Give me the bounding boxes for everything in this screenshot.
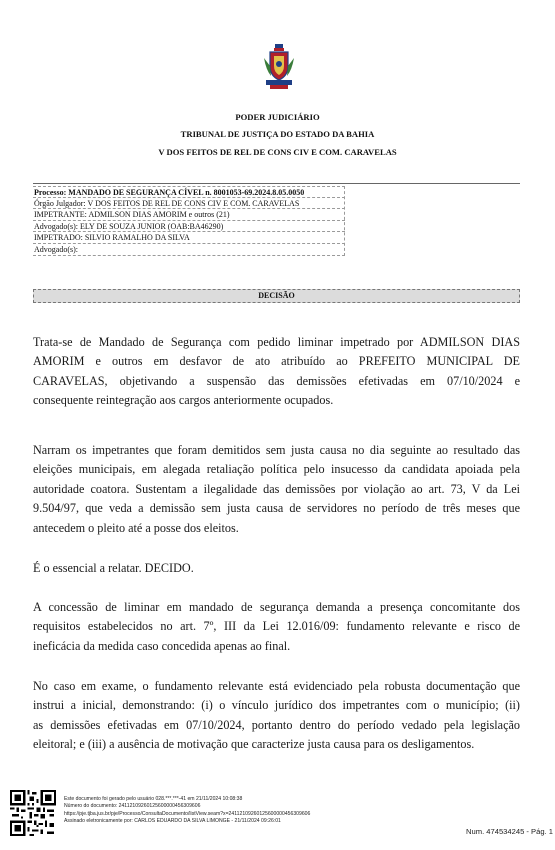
qr-code-icon	[10, 790, 56, 836]
footer-signature-block	[64, 796, 310, 826]
text-line: eleitoral; e (iii) a ausência de motivação que caracterize justa causa para os desligamentos.	[33, 737, 475, 752]
text-line: Trata-se de Mandado de Segurança com pedido liminar impetrado por ADMILSON DIAS	[33, 335, 520, 349]
respondent: IMPETRADO: SILVIO RAMALHO DA SILVA	[33, 232, 345, 244]
text-line: AMORIM e outros em desfavor de ato atribuído ao PREFEITO MUNICIPAL DE	[33, 354, 520, 369]
process-info-table	[33, 186, 345, 256]
section-title: DECISÃO	[33, 289, 520, 303]
header-vara: V DOS FEITOS DE REL DE CONS CIV E COM. CARAVELAS	[158, 147, 397, 157]
text-line: consequente reintegração aos cargos anteriormente ocupados.	[33, 393, 334, 408]
paragraph-3	[33, 559, 520, 578]
text-line: autoridade coatora. Sustentam a ilegalidade das demissões por violação ao art. 73, V da Lei	[33, 481, 520, 496]
coat-of-arms-icon	[262, 44, 296, 90]
header-tribunal: TRIBUNAL DE JUSTIÇA DO ESTADO DA BAHIA	[180, 129, 375, 139]
process-number: Processo: MANDADO DE SEGURANÇA CÍVEL n. 8001053-69.2024.8.05.0050	[33, 186, 345, 198]
judging-body: Órgão Julgador: V DOS FEITOS DE REL DE CONS CIV E COM. CARAVELAS	[33, 198, 345, 210]
text-line: antecedem o pleito até a posse dos eleitos.	[33, 520, 239, 535]
text-line: Narram os impetrantes que foram demitidos sem justa causa no dia seguinte ao resultado das	[33, 443, 520, 457]
text-line: requisitos estabelecidos no art. 7º, III da Lei 12.016/09: fundamento relevante e risco de	[33, 619, 520, 634]
paragraph-1	[33, 333, 520, 411]
paragraph-4	[33, 598, 520, 656]
petitioner: IMPETRANTE: ADMILSON DIAS AMORIM e outros (21)	[33, 209, 345, 221]
header-divider	[33, 183, 520, 184]
text-line: É o essencial a relatar. DECIDO.	[33, 561, 194, 575]
footer-signed-by: Assinado eletronicamente por: CARLOS EDUARDO DA SILVA LIMONGE - 21/11/2024 09:26:01	[64, 818, 281, 825]
petitioner-lawyer: Advogado(s): ELY DE SOUZA JUNIOR (OAB:BA46290)	[33, 221, 345, 233]
footer-generated-line: Este documento foi gerado pelo usuário 028.***.***-41 em 21/11/2024 10:08:38	[64, 796, 243, 802]
page-number: Num. 474534245 - Pág. 1	[466, 827, 553, 836]
text-line: eleições municipais, em alegada retaliação política pelo insucesso da candidata apoiada pela	[33, 462, 520, 477]
header-poder-judiciario: PODER JUDICIÁRIO	[235, 112, 320, 122]
text-line: ineficácia da medida caso concedida apenas ao final.	[33, 638, 291, 653]
footer-document-number: Número do documento: 24112109260125600000456309606	[64, 803, 201, 810]
text-line: No caso em exame, o fundamento relevante está evidenciado pela robusta documentação que	[33, 679, 520, 693]
text-line: instrui a inicial, demonstrando: (i) o vínculo jurídico dos impetrantes com o município; (ii)	[33, 698, 520, 713]
text-line: CARAVELAS, objetivando a suspensão das demissões efetivadas em 07/10/2024 e	[33, 373, 520, 388]
paragraph-5	[33, 677, 520, 755]
text-line: as demissões efetivadas em 07/10/2024, portanto dentro do período vedado pela legislação	[33, 717, 520, 732]
text-line: A concessão de liminar em mandado de segurança demanda a presença concomitante dos	[33, 600, 520, 614]
respondent-lawyer: Advogado(s):	[33, 244, 345, 256]
footer-url[interactable]: https://pje.tjba.jus.br/pje/Processo/ConsultaDocumento/listView.seam?x=24112109260125600000456309606	[64, 810, 311, 817]
paragraph-2	[33, 441, 520, 538]
text-line: 9.504/97, que veda a demissão sem justa causa de servidores no período de três meses que	[33, 501, 520, 516]
